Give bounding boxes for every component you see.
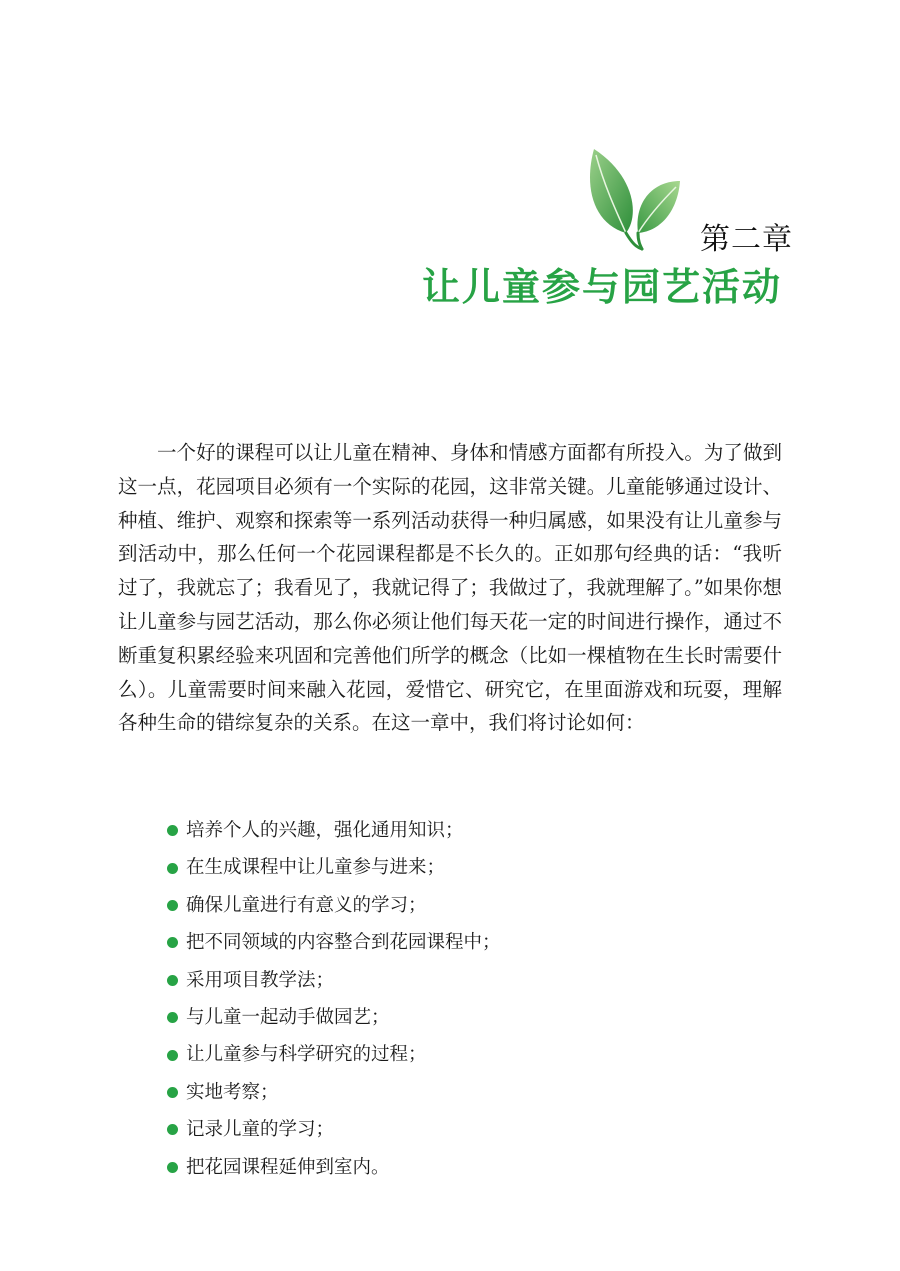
list-item-text: 把花园课程延伸到室内。	[186, 1156, 390, 1178]
list-item	[167, 924, 501, 961]
list-item-text: 实地考察；	[186, 1081, 279, 1103]
list-item	[167, 999, 501, 1036]
chapter-number: 第二章	[700, 222, 793, 257]
list-item-text: 培养个人的兴趣，强化通用知识；	[186, 820, 464, 841]
bullet-dot-icon	[167, 1124, 178, 1135]
list-item-text: 在生成课程中让儿童参与进来；	[186, 857, 446, 879]
chapter-title: 让儿童参与园艺活动	[421, 265, 782, 309]
bullet-dot-icon	[167, 1087, 178, 1098]
bullet-dot-icon	[167, 937, 178, 948]
green-leaves-icon	[582, 145, 692, 255]
list-item-text: 让儿童参与科学研究的过程；	[186, 1044, 427, 1066]
list-item-text: 把不同领域的内容整合到花园课程中；	[186, 932, 501, 954]
body-paragraph: 一个好的课程可以让儿童在精神、身体和情感方面都有所投入。为了做到这一点，花园项目必须有一个实际的花园，这非常关键。儿童能够通过设计、种植、维护、观察和探索等一系列活动获得一种归属感，如果没有让儿童参与到活动中，那么任何一个花园课程都是不长久的。正如那句经典的话：“我听过了，我就忘了；我看见了，我就记得了；我做过了，我就理解了。”如果你想让儿童参与园艺活动，那么你必须让他们每天花一定的时间进行操作，通过不断重复积累经验来巩固和完善他们所学的概念（比如一棵植物在生长时需要什么）。儿童需要时间来融入花园，爱惜它、研究它，在里面游戏和玩耍，理解各种生命的错综复杂的关系。在这一章中，我们将讨论如何：	[118, 441, 782, 735]
list-item-text: 确保儿童进行有意义的学习；	[186, 894, 427, 916]
list-item	[167, 1074, 501, 1111]
bullet-dot-icon	[167, 1012, 178, 1023]
bullet-dot-icon	[167, 900, 178, 911]
bullet-dot-icon	[167, 825, 178, 836]
topic-list	[167, 812, 501, 1186]
list-item	[167, 962, 501, 999]
list-item-text: 采用项目教学法；	[186, 969, 335, 991]
bullet-dot-icon	[167, 863, 178, 874]
list-item	[167, 812, 501, 849]
list-item	[167, 1036, 501, 1073]
list-item-text: 与儿童一起动手做园艺；	[186, 1006, 390, 1028]
list-item	[167, 1111, 501, 1148]
list-item	[167, 849, 501, 886]
list-item	[167, 887, 501, 924]
list-item	[167, 1149, 501, 1186]
bullet-dot-icon	[167, 975, 178, 986]
list-item-text: 记录儿童的学习；	[186, 1119, 335, 1141]
bullet-dot-icon	[167, 1162, 178, 1173]
bullet-dot-icon	[167, 1050, 178, 1061]
